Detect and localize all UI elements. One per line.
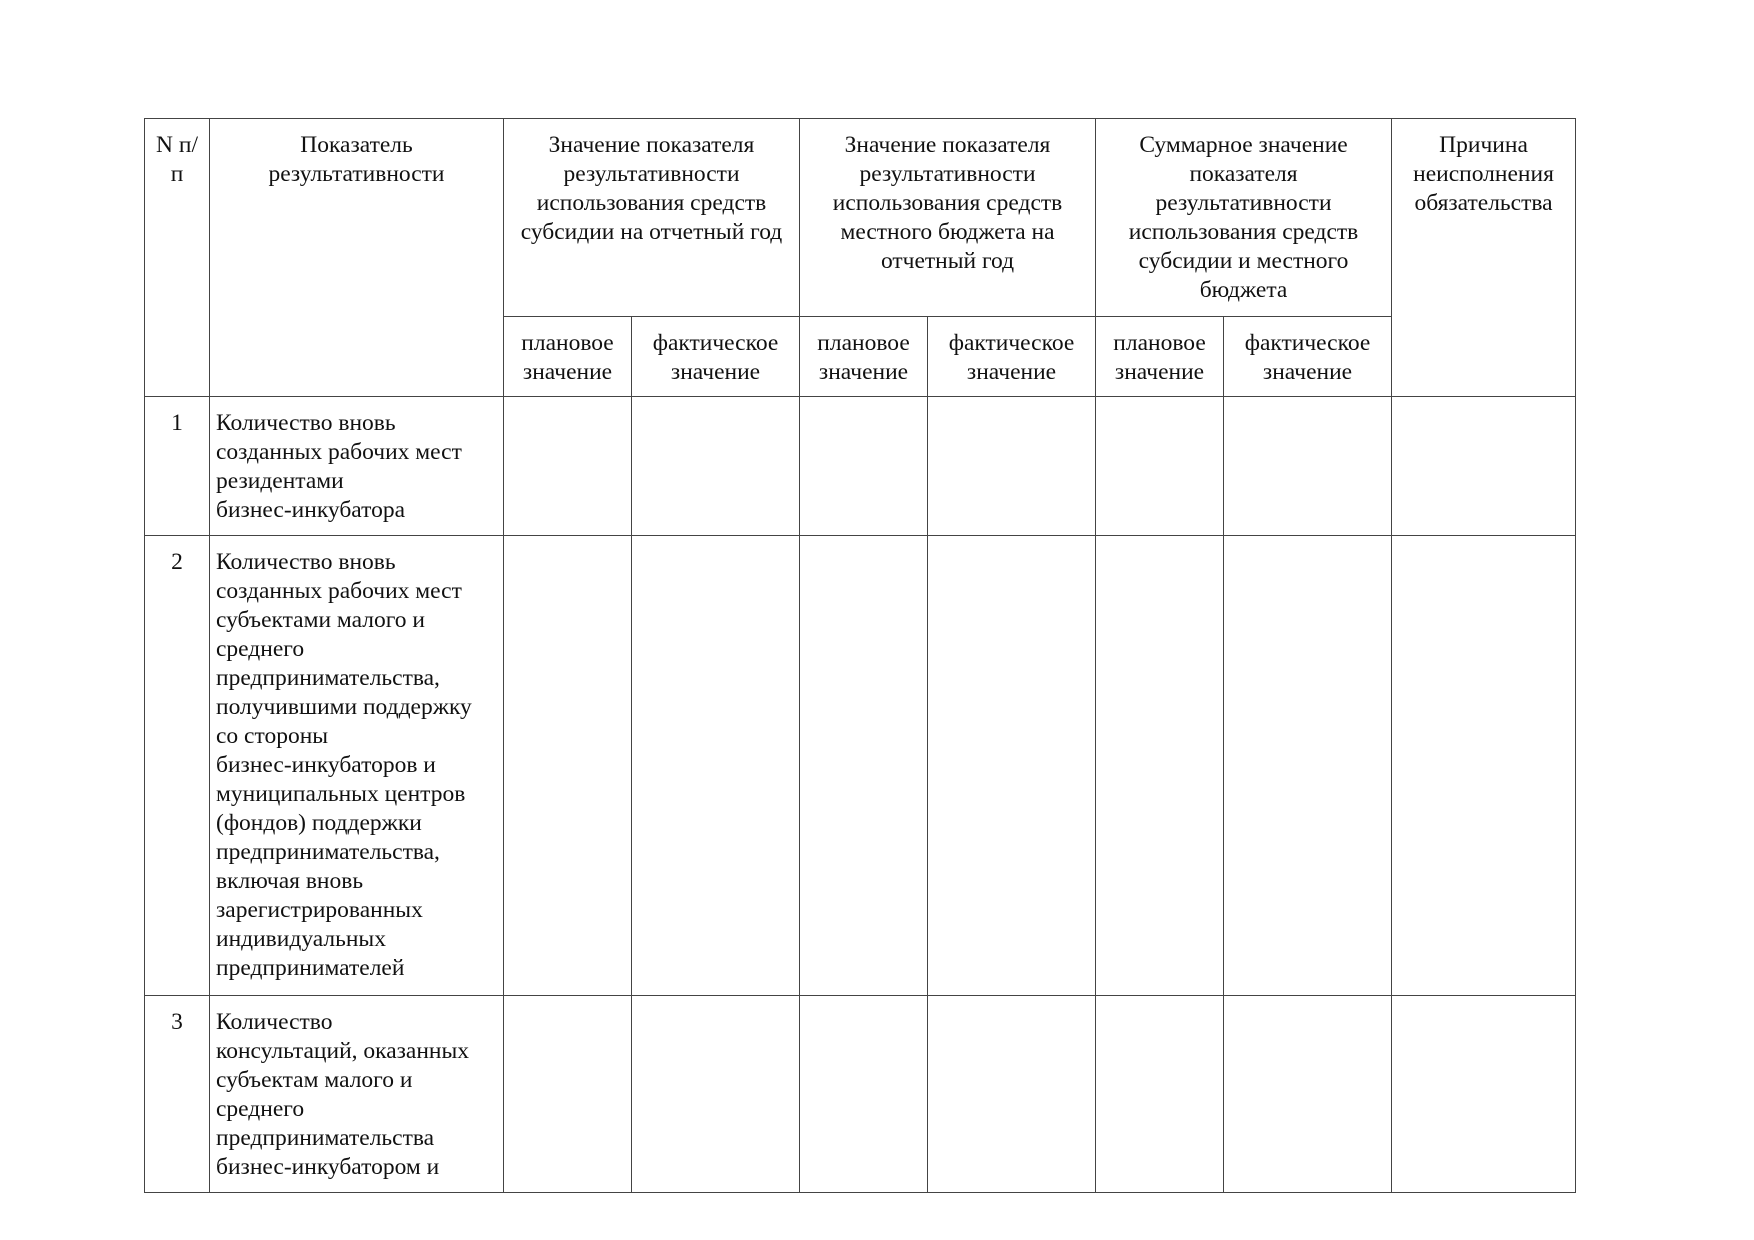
local-planned-cell — [800, 996, 928, 1193]
indicator-description — [210, 536, 504, 996]
description-line: включая вновь — [216, 868, 364, 894]
subsidy-actual-cell — [632, 996, 800, 1193]
reason-cell — [1392, 397, 1576, 536]
local-actual-cell — [928, 996, 1096, 1193]
reason-cell — [1392, 536, 1576, 996]
subheader-planned: плановое значение — [800, 317, 928, 397]
subsidy-actual-cell — [632, 397, 800, 536]
description-line: предпринимательства, — [216, 839, 440, 865]
description-line: среднего — [216, 1096, 305, 1122]
indicator-description — [210, 397, 504, 536]
total-actual-cell — [1224, 996, 1392, 1193]
total-planned-cell — [1096, 397, 1224, 536]
local-planned-cell — [800, 536, 928, 996]
description-line: предпринимательства — [216, 1125, 435, 1151]
subsidy-planned-cell — [504, 996, 632, 1193]
description-line: бизнес-инкубаторов и — [216, 752, 436, 778]
total-actual-cell — [1224, 397, 1392, 536]
description-line: резидентами — [216, 468, 344, 494]
row-number: 3 — [145, 996, 210, 1193]
row-number: 2 — [145, 536, 210, 996]
description-line: субъектами малого и — [216, 607, 426, 633]
row-number: 1 — [145, 397, 210, 536]
description-line: предпринимательства, — [216, 665, 440, 691]
header-row — [145, 119, 1576, 317]
subheader-planned: плановое значение — [1096, 317, 1224, 397]
total-planned-cell — [1096, 536, 1224, 996]
subheader-actual: фактическое значение — [1224, 317, 1392, 397]
table-row — [145, 397, 1576, 536]
description-line: зарегистрированных — [216, 897, 423, 923]
description-line: Количество вновь — [216, 549, 396, 575]
description-line: бизнес-инкубатором и — [216, 1154, 440, 1180]
performance-indicators-table — [144, 118, 1576, 1193]
local-planned-cell — [800, 397, 928, 536]
description-line: муниципальных центров — [216, 781, 466, 807]
description-line: Количество — [216, 1009, 333, 1035]
header-subsidy-value: Значение показателя результативности использования средств субсидии на отчетный год — [504, 119, 800, 317]
subheader-planned: плановое значение — [504, 317, 632, 397]
table-row — [145, 536, 1576, 996]
description-line: Количество вновь — [216, 410, 396, 436]
description-line: бизнес-инкубатора — [216, 497, 406, 523]
description-line: созданных рабочих мест — [216, 578, 462, 604]
description-line: индивидуальных — [216, 926, 386, 952]
subsidy-planned-cell — [504, 397, 632, 536]
subheader-actual: фактическое значение — [928, 317, 1096, 397]
description-line: получившими поддержку — [216, 694, 472, 720]
description-line: консультаций, оказанных — [216, 1038, 470, 1064]
description-line: (фондов) поддержки — [216, 810, 422, 836]
indicator-description — [210, 996, 504, 1193]
subsidy-actual-cell — [632, 536, 800, 996]
subsidy-planned-cell — [504, 536, 632, 996]
header-total-value: Суммарное значение показателя результативности использования средств субсидии и местного бюджета — [1096, 119, 1392, 317]
description-line: субъектам малого и — [216, 1067, 413, 1093]
subheader-actual: фактическое значение — [632, 317, 800, 397]
total-actual-cell — [1224, 536, 1392, 996]
local-actual-cell — [928, 397, 1096, 536]
header-indicator: Показатель результативности — [210, 119, 504, 397]
table-row — [145, 996, 1576, 1193]
description-line: предпринимателей — [216, 955, 405, 981]
header-reason: Причина неисполнения обязательства — [1392, 119, 1576, 397]
total-planned-cell — [1096, 996, 1224, 1193]
header-num: N п/п — [145, 119, 210, 397]
description-line: среднего — [216, 636, 305, 662]
description-line: со стороны — [216, 723, 329, 749]
local-actual-cell — [928, 536, 1096, 996]
reason-cell — [1392, 996, 1576, 1193]
header-local-budget-value: Значение показателя результативности использования средств местного бюджета на отчетный год — [800, 119, 1096, 317]
description-line: созданных рабочих мест — [216, 439, 462, 465]
